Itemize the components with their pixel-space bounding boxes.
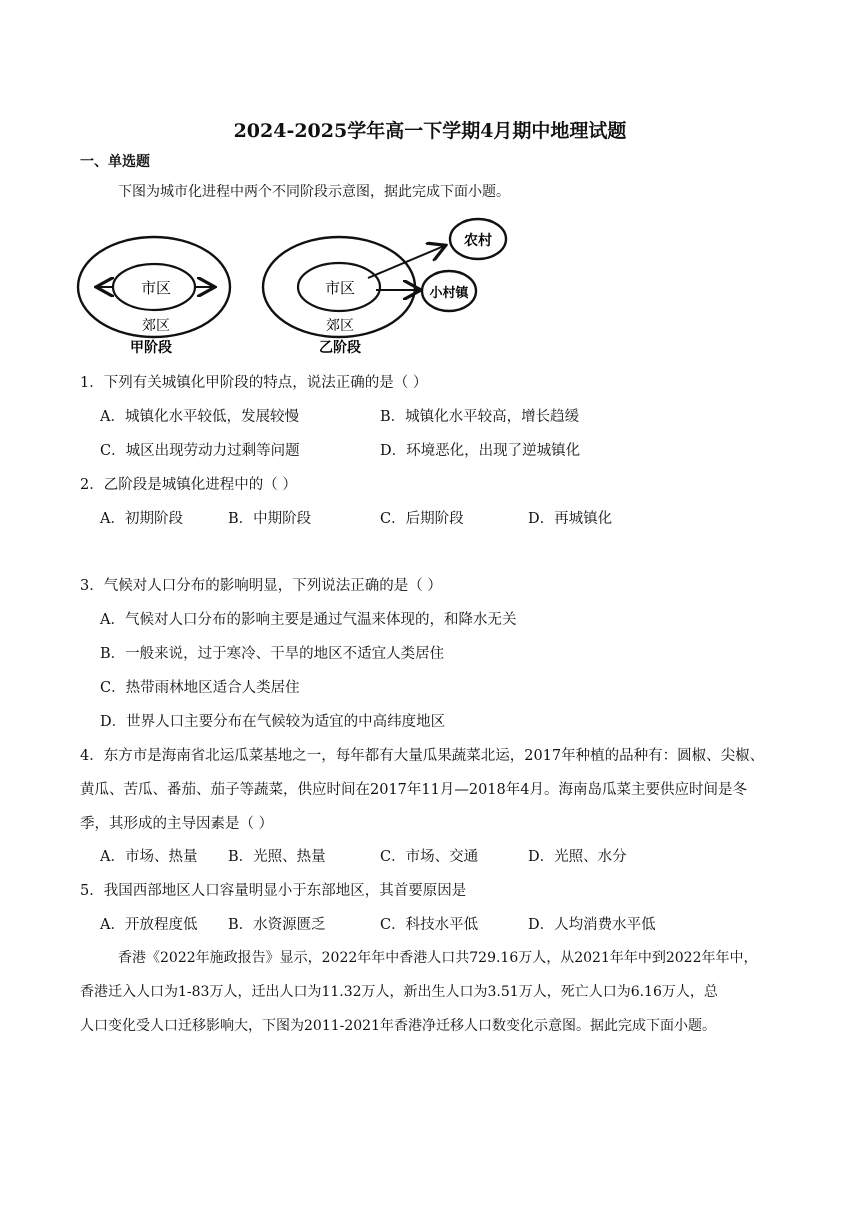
question-5-option-a: A．开放程度低: [100, 917, 198, 933]
question-1-option-b: B．城镇化水平较高，增长趋缓: [380, 409, 580, 425]
question-1-stem: 1．下列有关城镇化甲阶段的特点，说法正确的是（ ）: [80, 375, 428, 391]
question-4-option-d: D．光照、水分: [528, 849, 627, 865]
question-3-stem: 3．气候对人口分布的影响明显，下列说法正确的是（ ）: [80, 578, 442, 594]
stage-a-city-label: 市区: [140, 279, 172, 297]
question-2-option-b: B．中期阶段: [228, 511, 312, 527]
question-2-stem: 2．乙阶段是城镇化进程中的（ ）: [80, 477, 297, 493]
question-5-option-d: D．人均消费水平低: [528, 917, 656, 933]
question-4-option-a: A．市场、热量: [100, 849, 198, 865]
question-5-stem: 5．我国西部地区人口容量明显小于东部地区，其首要原因是: [80, 883, 467, 899]
question-4-option-c: C．市场、交通: [380, 849, 479, 865]
hk-paragraph-line-2: 香港迁入人口为1-83万人，迁出人口为11.32万人，新出生人口为3.51万人，死亡人口为6.16万人，总: [80, 984, 718, 1000]
question-1-option-d: D．环境恶化，出现了逆城镇化: [380, 443, 581, 459]
section-heading: 一、单选题: [80, 154, 150, 170]
stage-b-arrow-to-village: [368, 246, 444, 278]
question-4-stem-line-3: 季，其形成的主导因素是（ ）: [80, 816, 274, 832]
question-3-option-b: B．一般来说，过于寒冷、干旱的地区不适宜人类居住: [100, 646, 445, 662]
stage-b-diagram: [263, 219, 506, 356]
question-2-option-c: C．后期阶段: [380, 511, 464, 527]
question-3-option-d: D．世界人口主要分布在气候较为适宜的中高纬度地区: [100, 714, 446, 730]
intro-paragraph: 下图为城市化进程中两个不同阶段示意图，据此完成下面小题。: [118, 184, 510, 200]
question-3-option-a: A．气候对人口分布的影响主要是通过气温来体现的，和降水无关: [100, 612, 517, 628]
page-title: 2024-2025学年高一下学期4月期中地理试题: [233, 120, 627, 142]
stage-a-caption: 甲阶段: [130, 340, 172, 356]
stage-b-suburb-label: 郊区: [326, 318, 354, 334]
hk-paragraph-line-1: 香港《2022年施政报告》显示，2022年年中香港人口共729.16万人，从2021年年中到2022年年中，: [118, 950, 758, 966]
question-4-stem-line-2: 黄瓜、苦瓜、番茄、茄子等蔬菜，供应时间在2017年11月—2018年4月。海南岛瓜菜主要供应时间是冬: [80, 782, 747, 798]
question-5-option-c: C．科技水平低: [380, 917, 479, 933]
stage-b-caption: 乙阶段: [319, 340, 361, 356]
question-1-option-a: A．城镇化水平较低，发展较慢: [100, 409, 299, 425]
question-5-option-b: B．水资源匮乏: [228, 917, 326, 933]
stage-b-town-label: 小村镇: [429, 286, 469, 301]
stage-a-diagram: [78, 237, 230, 356]
urbanization-stage-diagram: [76, 212, 516, 362]
question-3-option-c: C．热带雨林地区适合人类居住: [100, 680, 300, 696]
stage-a-suburb-label: 郊区: [142, 318, 170, 334]
question-2-option-d: D．再城镇化: [528, 511, 613, 527]
stage-b-city-label: 市区: [324, 279, 356, 297]
question-1-option-c: C．城区出现劳动力过剩等问题: [100, 443, 300, 459]
question-2-option-a: A．初期阶段: [100, 511, 183, 527]
hk-paragraph-line-3: 人口变化受人口迁移影响大，下图为2011-2021年香港净迁移人口数变化示意图。据此完成下面小题。: [80, 1018, 716, 1034]
question-4-option-b: B．光照、热量: [228, 849, 326, 865]
stage-b-village-label: 农村: [464, 233, 492, 249]
question-4-stem-line-1: 4．东方市是海南省北运瓜菜基地之一，每年都有大量瓜果蔬菜北运，2017年种植的品种有：圆椒、尖椒、: [80, 748, 765, 764]
